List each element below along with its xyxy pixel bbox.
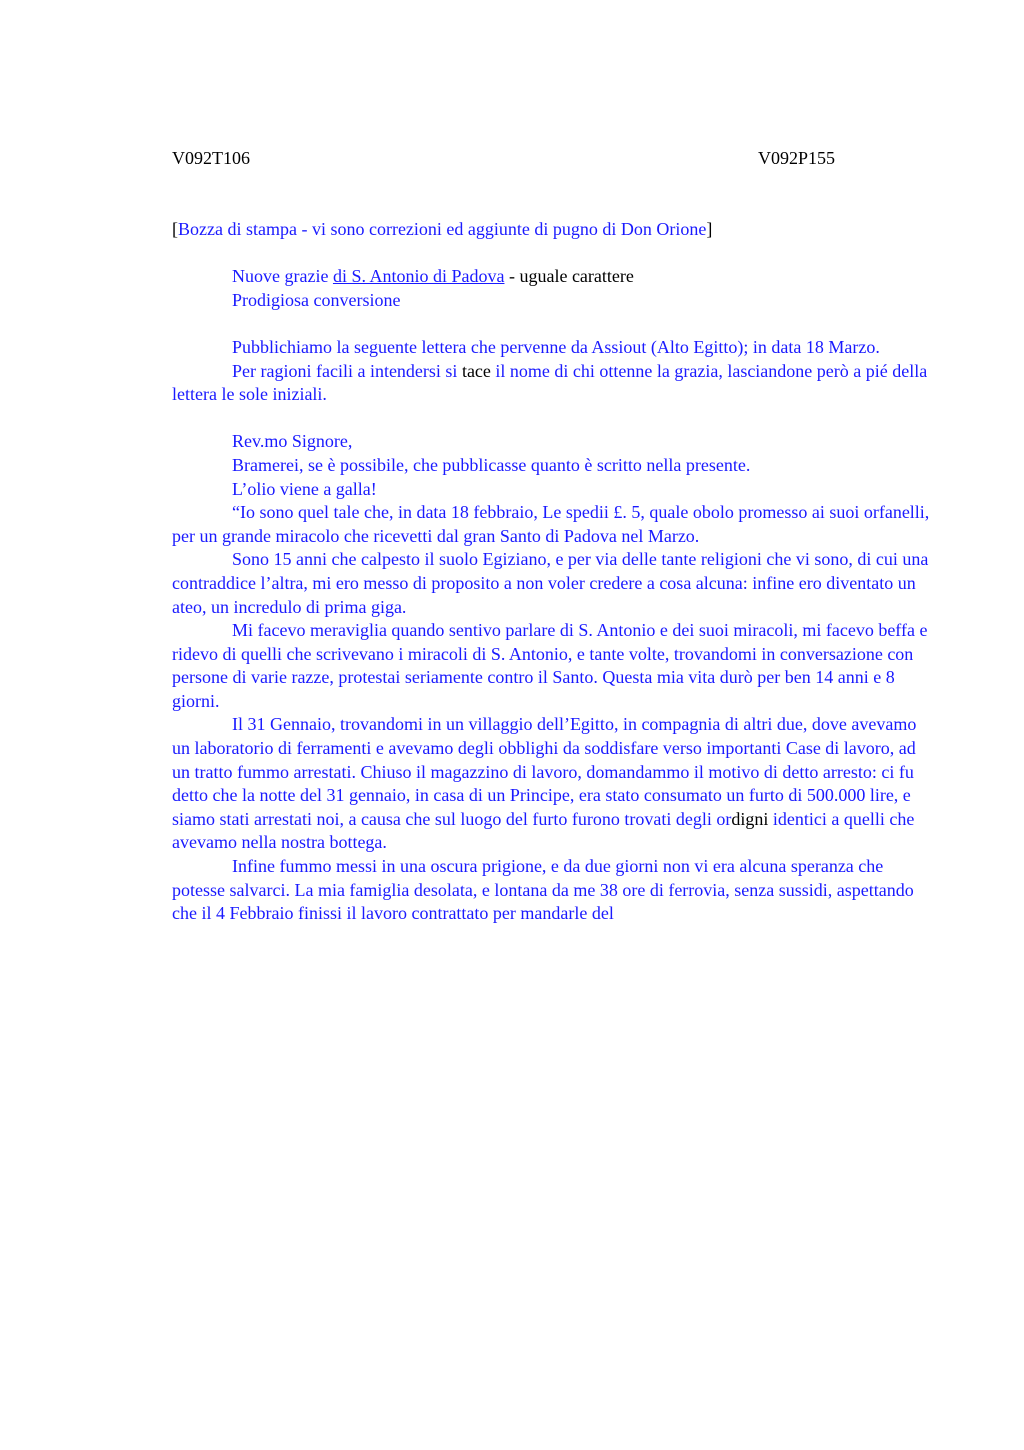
letter-salutation: Rev.mo Signore, [232, 431, 353, 452]
intro-p2-end: il nome di chi ottenne la grazia, lasciandone però a pié della lettera le sole iniziali. [172, 360, 928, 405]
title-line-2: Prodigiosa conversione [232, 289, 401, 310]
letter-p4-start: Il 31 Gennaio, trovandomi in un villaggio dell’Egitto, in compagnia di altri due, dove avevamo un laboratorio di ferramenti e avevamo degli obblighi da soddisfare verso importanti Case di lavoro, ad un tratto fummo arrestati. Chiuso il magazzino di lavoro, domandammo il motivo di detto arresto: ci fu detto che la notte del 31 gennaio, in casa di un Principe, era stato consumato un furto di 500.000 lire, e siamo stati arrestati noi, a causa che sul luogo del furto furono trovati degli or [172, 714, 917, 829]
letter-p4-correction: digni [731, 808, 769, 829]
document-code-right: V092P155 [758, 148, 836, 168]
letter-paragraph-3: Mi facevo meraviglia quando sentivo parlare di S. Antonio e dei suoi miracoli, mi facevo beffa e ridevo di quelli che scrivevano i miracoli di S. Antonio, e tante volte, trovandomi in conversazione con persone di varie razze, protestai seriamente contro il Santo. Questa mia vita durò per ben 14 anni e 8 giorni. [172, 620, 928, 711]
intro-p2-start: Per ragioni facili a intendersi si [232, 360, 462, 381]
spacer [172, 407, 932, 431]
spacer [172, 242, 932, 266]
intro-paragraph-1: Pubblichiamo la seguente lettera che pervenne da Assiout (Alto Egitto); in data 18 Marzo. [232, 336, 880, 357]
document-code-left: V092T106 [172, 148, 250, 168]
note-text: Bozza di stampa - vi sono correzioni ed aggiunte di pugno di Don Orione [178, 219, 707, 239]
letter-line-1: Bramerei, se è possibile, che pubblicasse quanto è scritto nella presente. [232, 454, 751, 475]
editorial-note [172, 218, 932, 242]
document-body [172, 218, 932, 926]
letter-paragraph-1: “Io sono quel tale che, in data 18 febbraio, Le spedii £. 5, quale obolo promesso ai suoi orfanelli, per un grande miracolo che ricevetti dal gran Santo di Padova nel Marzo. [172, 502, 930, 546]
letter-paragraph-4 [172, 713, 932, 855]
spacer [172, 312, 932, 336]
note-open-bracket: [ [172, 219, 178, 239]
title-suffix: - uguale carattere [504, 266, 634, 287]
letter-paragraph-5: Infine fummo messi in una oscura prigione, e da due giorni non vi era alcuna speranza che potesse salvarci. La mia famiglia desolata, e lontana da me 38 ore di ferrovia, senza sussidi, aspettando che il 4 Febbraio finissi il lavoro contrattato per mandarle del [172, 856, 914, 924]
letter-line-2: L’olio viene a galla! [232, 478, 377, 499]
title-line-1 [172, 265, 932, 289]
title-prefix: Nuove grazie [232, 266, 333, 287]
title-link-saint[interactable]: di S. Antonio di Padova [332, 266, 505, 287]
intro-p2-correction: tace [461, 360, 491, 381]
letter-paragraph-2: Sono 15 anni che calpesto il suolo Egiziano, e per via delle tante religioni che vi sono, di cui una contraddice l’altra, mi ero messo di proposito a non voler credere a cosa alcuna: infine ero diventato un ateo, un incredulo di prima giga. [172, 549, 929, 617]
letter-p4-end: identici a quelli che avevamo nella nostra bottega. [172, 808, 915, 853]
note-close-bracket: ] [706, 219, 713, 239]
intro-paragraph-2 [172, 360, 932, 407]
